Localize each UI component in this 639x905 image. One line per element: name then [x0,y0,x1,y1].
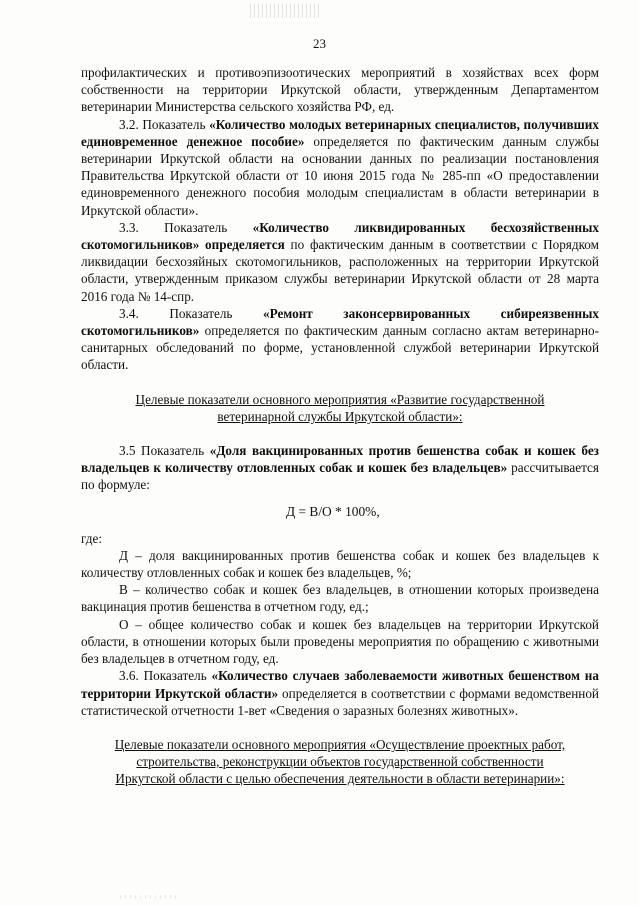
indicator-description: определяется по фактическим данным согласно актам ветеринарно-санитарных обследований по форме, установленной службой ветеринарии Иркутской области. [81,323,599,373]
paragraph-indicator-3-5 [81,442,599,494]
indicator-title: «Количество ликвидированных бесхозяйственных скотомогильников» определяется [81,219,599,253]
indicator-title: «Доля вакцинированных против бешенства собак и кошек без владельцев к количеству отловленных собак и кошек без владельцев» [81,443,599,476]
definition-v: В – количество собак и кошек без владельцев, в отношении которых произведена вакцинация против бешенства в отчетном году, ед.; [81,582,599,615]
indicator-title: «Количество случаев заболеваемости животных бешенством на территории Иркутской области» [81,668,599,701]
definition-o: О – общее количество собак и кошек без владельцев на территории Иркутской области, в отношении которых были проведены мероприятия по обращению с животными без владельцев в отчетном году, ед. [81,616,599,667]
indicator-title: «Количество молодых ветеринарных специалистов, получивших единовременное денежное пособие» [81,116,599,149]
paragraph-continuation: профилактических и противоэпизоотических мероприятий в хозяйствах всех форм собственности на территории Иркутской области, утвержденным Департаментом ветеринарии Министерства сельского хозяйства РФ, ед. [81,65,599,115]
indicator-description: определяется в соответствии с формами ведомственной статистической отчетности 1-вет «Сведения о заразных болезнях животных». [81,685,599,718]
paragraph-indicator-3-4 [81,305,599,374]
paragraph-indicator-3-2 [81,116,599,219]
paragraph-indicator-3-6 [81,667,599,719]
indicator-description: рассчитывается по формуле: [81,460,599,493]
paragraph-indicator-3-3 [81,219,599,305]
indicator-number: 3.6. Показатель [119,668,212,684]
where-label: где: [81,530,102,546]
scan-artifact [250,4,320,18]
indicator-description: по фактическим данным в соответствии с Порядком ликвидации бесхозяйных скотомогильников, расположенных на территории Иркутской области, утвержденным приказом службы ветеринарии Иркутской области от 28 марта 2016 года № 14-спр. [81,237,599,304]
indicator-number: 3.3. Показатель [119,219,253,235]
indicator-number: 3.5 Показатель [119,443,210,459]
formula: Д = В/О * 100%, [286,503,380,519]
definition-d: Д – доля вакцинированных против бешенства собак и кошек без владельцев к количеству отловленных собак и кошек без владельцев, %; [81,547,599,581]
indicator-number: 3.2. Показатель [119,116,210,132]
indicator-number: 3.4. Показатель [119,305,263,321]
page-number: 23 [313,36,326,51]
document-body [81,64,599,788]
section-heading-veterinary-service: Целевые показатели основного мероприятия «Развитие государственной ветеринарной службы Иркутской области»: [135,391,545,424]
indicator-description: определяется по фактическим данным службы ветеринарии Иркутской области на основании данных по реализации постановления Правительства Иркутской области от 10 июня 2015 года № 285-пп «О предоставлении единовременного денежного пособия молодым специалистам в области ветеринарии в Иркутской области». [81,133,600,218]
indicator-title: «Ремонт законсервированных сибиреязвенных скотомогильников» [81,305,599,339]
scan-artifact [120,895,180,899]
section-heading-construction: Целевые показатели основного мероприятия «Осуществление проектных работ, строительства, реконструкции объектов государственной собственности Иркутской области с целью обеспечения деятельности в области ветеринарии»: [114,736,566,787]
